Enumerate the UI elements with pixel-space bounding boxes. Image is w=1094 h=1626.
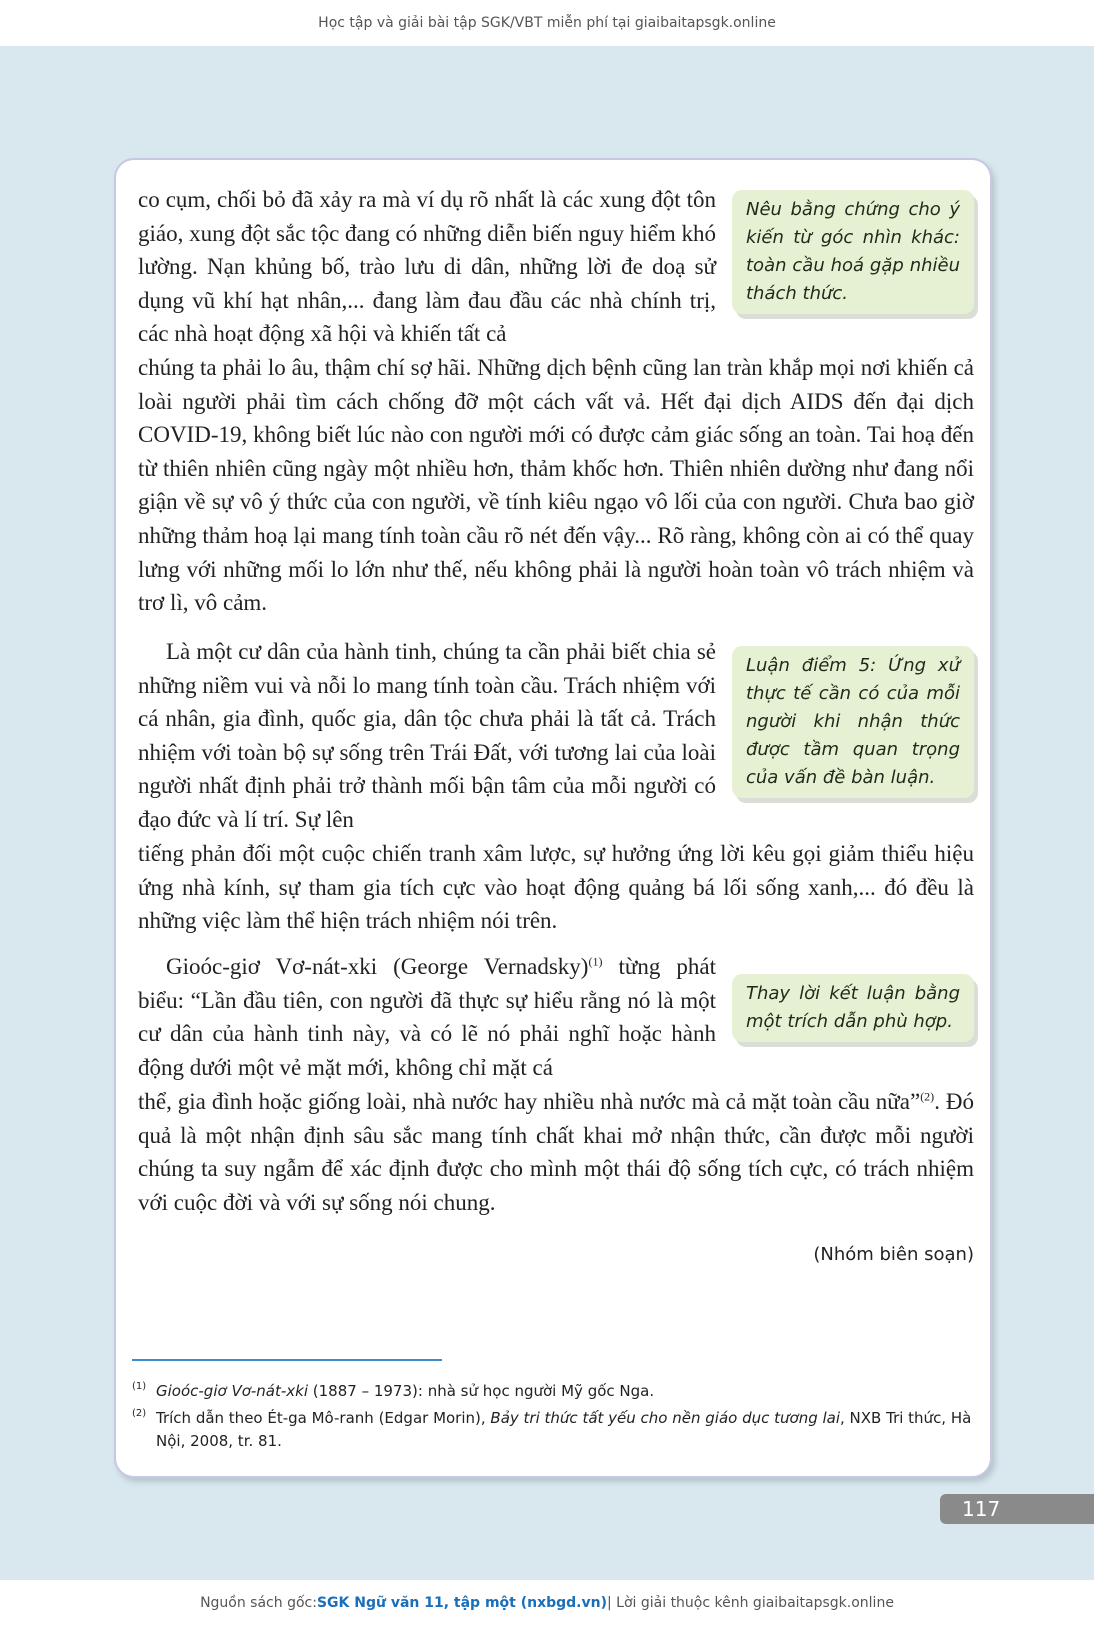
author-credit: (Nhóm biên soạn) [813,1244,974,1265]
paragraph-2-rest: tiếng phản đối một cuộc chiến tranh xâm lược, sự hưởng ứng lời kêu gọi giảm thiểu hiệu ứng nhà kính, sự tham gia tích cực vào hoạt động quảng bá lối sống xanh,... đó đều là những việc làm thể hiện trách nhiệm nói trên. [138,841,974,934]
top-banner [0,0,1094,46]
footnotes [132,1380,972,1457]
footnote-ref-2: (2) [920,1089,935,1104]
margin-note-2: Luận điểm 5: Ứng xử thực tế cần có của mỗi người khi nhận thức được tầm quan trọng của vấn đề bàn luận. [732,646,974,798]
paragraph-1-rest: chúng ta phải lo âu, thậm chí sợ hãi. Những dịch bệnh cũng lan tràn khắp mọi nơi khiến cả loài người phải tìm cách chống đỡ một cách vất vả. Hết đại dịch AIDS đến đại dịch COVID-19, không biết lúc nào con người mới có được cảm giác sống an toàn. Tai hoạ đến từ thiên nhiên cũng ngày một nhiều hơn, thảm khốc hơn. Thiên nhiên dường như đang nổi giận về sự vô ý thức của con người, về tính kiêu ngạo vô lối của con người. Chưa bao giờ những thảm hoạ lại mang tính toàn cầu rõ nét đến vậy... Rõ ràng, không còn ai có thể quay lưng với những mối lo lớn như thế, nếu không phải là người hoàn toàn vô trách nhiệm và trơ lì, vô cảm. [138,355,974,616]
footnote-ref-1: (1) [588,954,603,969]
top-banner-text: Học tập và giải bài tập SGK/VBT miễn phí tại giaibaitapsgk.online [318,15,776,31]
paragraph-1-lead: co cụm, chối bỏ đã xảy ra mà ví dụ rõ nhất là các xung đột tôn giáo, xung đột sắc tộc đang có những diễn biến nguy hiểm khó lường. Nạn khủng bố, trào lưu di dân, những lời đe doạ sử dụng vũ khí hạt nhân,... đang làm đau đầu các nhà chính trị, các nhà hoạt động xã hội và khiến tất cả [138,187,716,347]
footnote-1: (1) Gioóc-giơ Vơ-nát-xki (1887 – 1973): nhà sử học người Mỹ gốc Nga. [132,1381,655,1400]
paragraph-2-lead: Là một cư dân của hành tinh, chúng ta cần phải biết chia sẻ những niềm vui và nỗi lo mang tính toàn cầu. Trách nhiệm với cá nhân, gia đình, quốc gia, dân tộc chưa phải là tất cả. Trách nhiệm với toàn bộ sự sống trên Trái Đất, với tương lai của loài người nhất định phải trở thành mối bận tâm của mỗi người có đạo đức và lí trí. Sự lên [138,639,716,832]
bottom-banner: Nguồn sách gốc: SGK Ngữ văn 11, tập một (nxbgd.vn) | Lời giải thuộc kênh giaibaitapsgk.online [0,1580,1094,1626]
footnote-2: (2) Trích dẫn theo Ét-ga Mô-ranh (Edgar Morin), Bảy tri thức tất yếu cho nền giáo dục tương lai, NXB Tri thức, Hà Nội, 2008, tr. 81. [132,1408,972,1450]
page-number: 117 [940,1494,1094,1524]
footnote-divider [132,1359,442,1361]
paragraph-3-rest: thể, gia đình hoặc giống loài, nhà nước hay nhiều nhà nước mà cả mặt toàn cầu nữa”$^{(2)}$. Đó quả là một nhận định sâu sắc mang tính chất khai mở nhận thức, cần được mỗi người chúng ta suy ngẫm để xác định được cho mình một thái độ sống tích cực, có trách nhiệm với cuộc đời và với sự sống nói chung. [138,1089,974,1215]
paragraph-3-lead: Gioóc-giơ Vơ-nát-xki (George Vernadsky)$^{(1)}$ từng phát biểu: “Lần đầu tiên, con người đã thực sự hiểu rằng nó là một cư dân của hành tinh này, và có lẽ nó phải nghĩ hoặc hành động dưới một vẻ mặt mới, không chỉ mặt cá [138,954,716,1080]
source-link[interactable]: SGK Ngữ văn 11, tập một (nxbgd.vn) [316,1595,607,1611]
margin-note-1: Nêu bằng chứng cho ý kiến từ góc nhìn khác: toàn cầu hoá gặp nhiều thách thức. [732,190,974,314]
margin-note-3: Thay lời kết luận bằng một trích dẫn phù hợp. [732,974,974,1042]
